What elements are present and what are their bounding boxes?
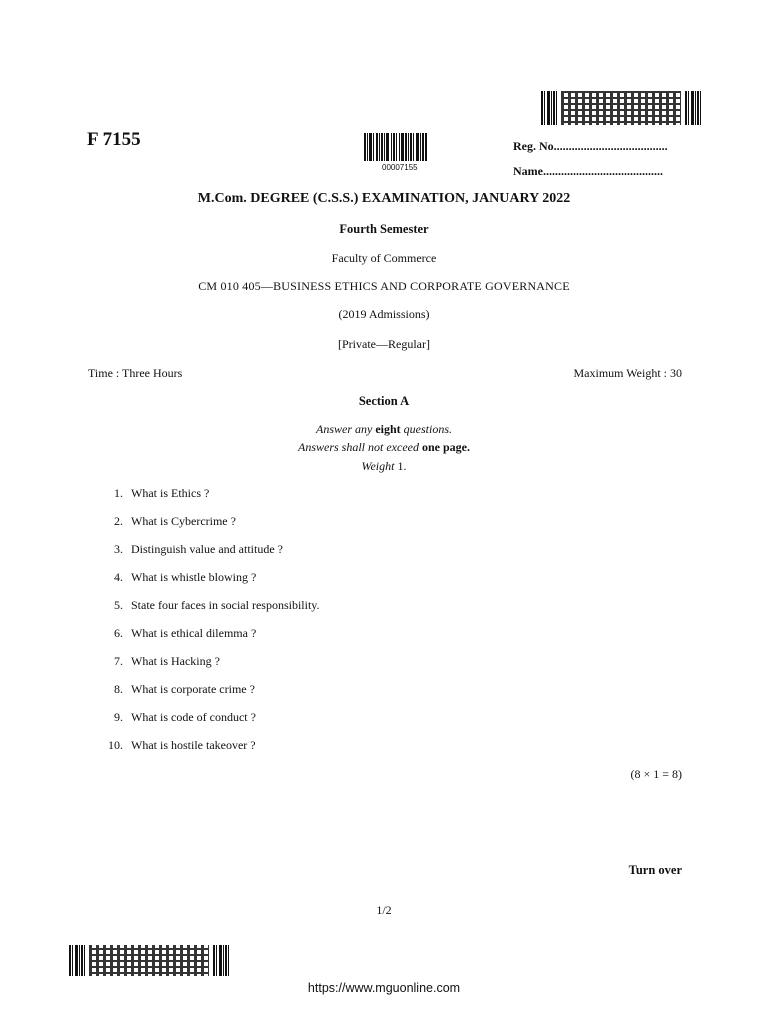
instruction-2 [0,440,768,455]
barcode-number: 00007155 [382,163,418,172]
question-text: Distinguish value and attitude ? [131,542,283,556]
marks-summary: (8 × 1 = 8) [630,767,682,781]
question-number: 6. [114,626,123,640]
qr-code-top [541,91,703,125]
instruction-3-b: 1. [394,459,407,473]
qr-code-bottom [69,945,231,976]
question-text: State four faces in social responsibility. [131,598,320,612]
instruction-2-a: Answers shall not exceed [298,440,422,454]
course-title: CM 010 405—BUSINESS ETHICS AND CORPORATE GOVERNANCE [198,279,570,293]
semester: Fourth Semester [339,222,429,236]
question-number: 10. [108,738,123,752]
turn-over-label: Turn over [628,863,682,877]
question-text: What is ethical dilemma ? [131,626,257,640]
question-number: 7. [114,654,123,668]
question-number: 8. [114,682,123,696]
faculty: Faculty of Commerce [331,251,437,265]
barcode-image [364,133,438,161]
question-item [96,710,320,738]
question-number: 3. [114,542,123,556]
question-item [96,514,320,542]
question-text: What is Cybercrime ? [131,514,236,528]
question-item [96,542,320,570]
question-item [96,682,320,710]
question-number: 5. [114,598,123,612]
question-text: What is corporate crime ? [131,682,255,696]
exam-time: Time : Three Hours [88,366,183,380]
question-item [96,486,320,514]
instruction-1 [0,422,768,437]
admissions: (2019 Admissions) [338,307,430,321]
question-number: 1. [114,486,123,500]
name-field: Name........................................ [513,164,663,178]
exam-title: M.Com. DEGREE (C.S.S.) EXAMINATION, JANUARY 2022 [197,191,571,206]
exam-mode: [Private—Regular] [338,337,430,351]
question-text: What is Hacking ? [131,654,220,668]
question-item [96,626,320,654]
question-number: 9. [114,710,123,724]
instruction-3-a: Weight [361,459,395,473]
page-number: 1/2 [376,903,392,917]
question-text: What is hostile takeover ? [131,738,256,752]
section-title: Section A [358,394,410,408]
max-weight: Maximum Weight : 30 [573,366,682,380]
instruction-1-a: Answer any [315,422,376,436]
question-number: 2. [114,514,123,528]
instruction-3 [0,459,768,474]
reg-no-field: Reg. No...................................... [513,139,668,153]
instruction-1-c: questions. [400,422,452,436]
question-text: What is whistle blowing ? [131,570,257,584]
website-url: https://www.mguonline.com [307,981,461,995]
question-text: What is code of conduct ? [131,710,256,724]
question-number: 4. [114,570,123,584]
question-item [96,570,320,598]
question-list [96,486,320,766]
paper-code: F 7155 [87,129,141,150]
question-item [96,738,320,766]
instruction-1-b: eight [375,422,401,436]
question-item [96,598,320,626]
question-item [96,654,320,682]
instruction-2-b: one page. [421,440,470,454]
question-text: What is Ethics ? [131,486,210,500]
